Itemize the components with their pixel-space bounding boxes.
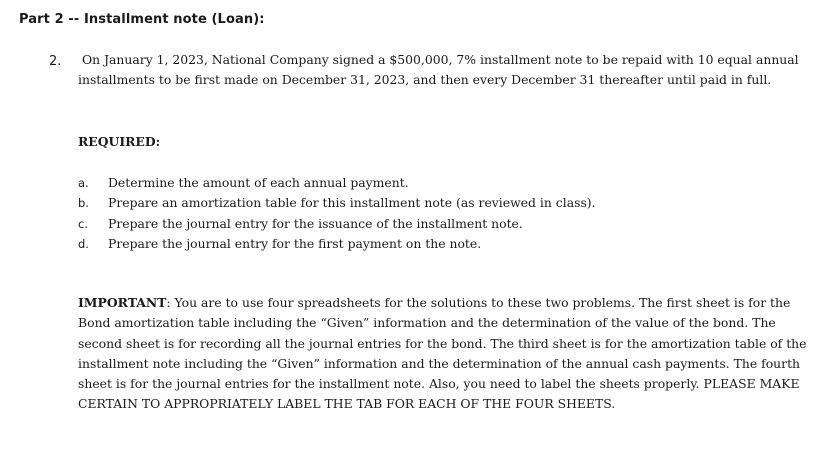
- list-item-letter: b.: [78, 196, 89, 211]
- part-heading: Part 2 -- Installment note (Loan):: [19, 12, 265, 27]
- list-item-text: Prepare the journal entry for the first payment on the note.: [108, 235, 482, 251]
- list-item: [78, 173, 596, 193]
- list-item: [78, 214, 596, 234]
- important-label: IMPORTANT: [78, 295, 167, 310]
- important-note: [78, 293, 808, 415]
- question-text: On January 1, 2023, National Company signed a $500,000, 7% installment note to be repaid with 10 equal annual installments to be first made on December 31, 2023, and then every December 31 thereafter until paid in full.: [78, 52, 799, 88]
- list-item-letter: a.: [78, 176, 89, 190]
- list-item-text: Prepare the journal entry for the issuance of the installment note.: [108, 215, 523, 231]
- list-item: [78, 234, 596, 254]
- required-label: REQUIRED:: [78, 134, 161, 149]
- list-item-text: Prepare an amortization table for this installment note (as reviewed in class).: [108, 195, 596, 211]
- important-text: : You are to use four spreadsheets for the solutions to these two problems. The first sheet is for the Bond amortization table including the “Given” information and the determination of the value of the bond. The second sheet is for recording all the journal entries for the bond. The third sheet is for the amortization table of the installment note including the “Given” information and the determination of the annual cash payments. The fourth sheet is for the journal entries for the installment note. Also, you need to label the sheets properly. PLEASE MAKE CERTAIN TO APPROPRIATELY LABEL THE TAB FOR EACH OF THE FOUR SHEETS.: [78, 295, 807, 412]
- list-item-letter: c.: [78, 216, 88, 231]
- list-item-letter: d.: [78, 236, 89, 251]
- question-number: 2.: [49, 54, 62, 69]
- list-item-text: Determine the amount of each annual payment.: [108, 175, 409, 190]
- list-item: [78, 193, 596, 213]
- required-list: [78, 173, 596, 254]
